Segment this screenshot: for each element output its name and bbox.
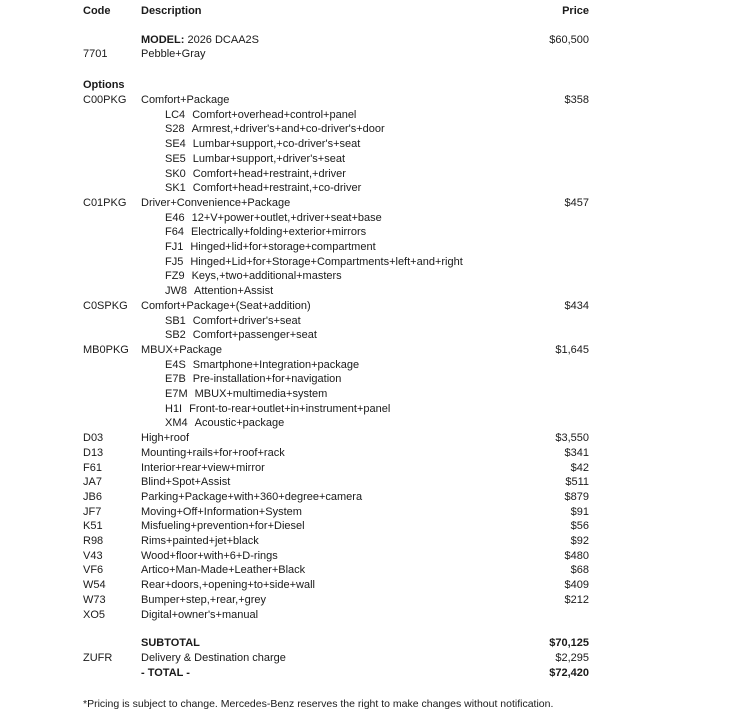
sub-item-code: E7M	[165, 388, 188, 400]
option-description: Moving+Off+Information+System	[141, 505, 302, 518]
option-code: MB0PKG	[83, 343, 129, 356]
subtotal-price: $70,125	[549, 637, 589, 649]
header-row	[0, 4, 756, 19]
sub-item-code: XM4	[165, 417, 188, 430]
sub-item-description: Hinged+Lid+for+Storage+Compartments+left+and+right	[190, 255, 463, 268]
sub-item-description: Pre-installation+for+navigation	[192, 373, 342, 386]
option-code: D13	[83, 446, 104, 459]
sub-item-code: E4S	[165, 358, 186, 371]
sub-item-row	[0, 211, 756, 226]
option-row	[0, 593, 756, 608]
sub-item-row	[0, 416, 756, 431]
sub-item-description: Front-to-rear+outlet+in+instrument+panel	[189, 402, 391, 415]
sub-item-code: SB2	[165, 329, 186, 342]
option-row	[0, 475, 756, 490]
option-code: K51	[83, 520, 103, 533]
header-description: Description	[141, 5, 202, 17]
option-price: $1,645	[555, 343, 589, 356]
option-code: R98	[83, 535, 104, 547]
sub-item-row	[0, 152, 756, 167]
sub-item-row	[0, 284, 756, 299]
sub-item-row	[0, 314, 756, 329]
sub-item-row	[0, 387, 756, 402]
option-code: JF7	[83, 505, 102, 518]
sub-item-row	[0, 255, 756, 270]
model-price: $60,500	[549, 34, 589, 46]
total-row	[0, 666, 756, 681]
option-price: $42	[570, 461, 589, 474]
option-price: $409	[564, 579, 589, 592]
option-price: $480	[564, 549, 589, 562]
paint-row	[0, 47, 756, 62]
option-code: C01PKG	[83, 196, 127, 209]
option-code: C0SPKG	[83, 299, 128, 312]
sub-item-code: JW8	[165, 285, 187, 298]
option-row	[0, 578, 756, 593]
sub-item-description: Comfort+driver's+seat	[192, 314, 301, 327]
option-description: Comfort+Package+(Seat+addition)	[141, 299, 311, 312]
sub-item-description: Attention+Assist	[194, 285, 274, 298]
sub-item-code: H1I	[165, 402, 183, 415]
option-description: Rims+painted+jet+black	[141, 535, 259, 547]
sub-item-description: Comfort+overhead+control+panel	[192, 108, 357, 121]
option-row	[0, 505, 756, 520]
sub-item-description: Comfort+head+restraint,+driver	[192, 167, 346, 180]
option-description: Interior+rear+view+mirror	[141, 461, 265, 474]
paint-code: 7701	[83, 48, 108, 60]
option-description: Misfueling+prevention+for+Diesel	[141, 520, 305, 533]
total-price: $72,420	[549, 667, 589, 679]
option-price: $434	[564, 299, 589, 312]
sub-item-code: SK1	[165, 182, 186, 195]
sub-item-code: FJ1	[165, 241, 184, 253]
option-price: $91	[570, 505, 589, 518]
options-label: Options	[83, 79, 125, 91]
sub-item-row	[0, 269, 756, 284]
option-code: JA7	[83, 476, 102, 489]
model-row	[0, 33, 756, 48]
sub-item-description: Armrest,+driver's+and+co-driver's+door	[191, 123, 385, 136]
option-description: Comfort+Package	[141, 94, 230, 106]
option-code: VF6	[83, 564, 104, 577]
destination-row	[0, 651, 756, 666]
option-description: Wood+floor+with+6+D-rings	[141, 549, 278, 562]
option-price: $68	[570, 564, 589, 577]
sub-item-code: FZ9	[165, 270, 185, 283]
sub-item-row	[0, 225, 756, 240]
option-price: $56	[570, 520, 589, 533]
sub-item-code: LC4	[165, 108, 186, 121]
destination-price: $2,295	[555, 652, 589, 664]
sub-item-description: Smartphone+Integration+package	[192, 358, 360, 371]
sub-item-row	[0, 108, 756, 123]
option-row	[0, 563, 756, 578]
option-description: Artico+Man-Made+Leather+Black	[141, 564, 306, 577]
option-code: C00PKG	[83, 94, 127, 106]
sub-item-code: E46	[165, 211, 185, 224]
option-code: JB6	[83, 490, 102, 503]
option-price: $3,550	[555, 432, 589, 445]
option-price: $511	[565, 476, 589, 489]
sub-item-description: Comfort+passenger+seat	[192, 329, 317, 342]
option-description: Digital+owner's+manual	[141, 608, 259, 621]
sub-item-description: Comfort+head+restraint,+co-driver	[192, 182, 362, 195]
option-code: XO5	[83, 608, 106, 621]
sub-item-row	[0, 328, 756, 343]
sub-item-row	[0, 240, 756, 255]
option-code: W54	[83, 579, 106, 592]
option-price: $212	[564, 593, 589, 606]
options-heading	[0, 78, 756, 93]
option-description: Mounting+rails+for+roof+rack	[141, 446, 285, 459]
option-price: $341	[564, 446, 589, 459]
header-price: Price	[562, 5, 589, 17]
sub-item-description: Lumbar+support,+co-driver's+seat	[192, 138, 361, 151]
sub-item-code: SE4	[165, 138, 186, 151]
sub-item-code: SB1	[165, 314, 186, 327]
sub-item-description: MBUX+multimedia+system	[194, 388, 328, 400]
sub-item-code: FJ5	[165, 255, 184, 268]
option-description: Driver+Convenience+Package	[141, 196, 291, 209]
total-label: - TOTAL -	[141, 667, 190, 679]
option-row	[0, 549, 756, 564]
sub-item-description: Acoustic+package	[194, 417, 285, 430]
sub-item-description: Electrically+folding+exterior+mirrors	[190, 226, 367, 239]
header-code: Code	[83, 5, 111, 17]
option-price: $358	[564, 94, 589, 106]
sub-item-row	[0, 358, 756, 373]
sub-item-row	[0, 167, 756, 182]
option-description: Blind+Spot+Assist	[141, 476, 231, 489]
sub-item-row	[0, 122, 756, 137]
option-row	[0, 490, 756, 505]
option-row	[0, 446, 756, 461]
option-row	[0, 299, 756, 314]
option-row	[0, 431, 756, 446]
option-row	[0, 608, 756, 623]
option-price: $879	[564, 490, 589, 503]
option-description: High+roof	[141, 432, 190, 445]
option-row	[0, 196, 756, 211]
sub-item-row	[0, 402, 756, 417]
option-code: D03	[83, 432, 104, 445]
sub-item-code: S28	[165, 123, 185, 136]
option-description: MBUX+Package	[141, 343, 223, 356]
sub-item-code: SE5	[165, 152, 186, 165]
model-label: MODEL:	[141, 34, 185, 46]
option-code: V43	[83, 549, 103, 562]
option-row	[0, 93, 756, 108]
option-row	[0, 519, 756, 534]
sub-item-description: 12+V+power+outlet,+driver+seat+base	[191, 211, 382, 224]
sub-item-row	[0, 137, 756, 152]
option-code: F61	[83, 461, 102, 474]
option-description: Rear+doors,+opening+to+side+wall	[141, 579, 315, 592]
sub-item-code: SK0	[165, 167, 186, 180]
model-value: 2026 DCAA2S	[187, 34, 259, 46]
option-price: $457	[564, 196, 589, 209]
option-code: W73	[83, 593, 106, 606]
sub-item-row	[0, 181, 756, 196]
option-row	[0, 343, 756, 358]
paint-description: Pebble+Gray	[141, 48, 206, 60]
destination-description: Delivery & Destination charge	[141, 652, 286, 664]
subtotal-label: SUBTOTAL	[141, 637, 200, 649]
sub-item-row	[0, 372, 756, 387]
option-row	[0, 534, 756, 549]
sub-item-description: Lumbar+support,+driver's+seat	[192, 152, 346, 165]
sub-item-description: Hinged+lid+for+storage+compartment	[190, 241, 376, 253]
option-description: Bumper+step,+rear,+grey	[141, 593, 267, 606]
option-price: $92	[570, 535, 589, 547]
footnote: *Pricing is subject to change. Mercedes-Benz reserves the right to make changes without notification.	[83, 698, 554, 710]
sub-item-code: F64	[165, 226, 184, 239]
destination-code: ZUFR	[83, 652, 113, 664]
option-row	[0, 461, 756, 476]
sub-item-code: E7B	[165, 373, 186, 386]
sub-item-description: Keys,+two+additional+masters	[191, 270, 342, 283]
option-description: Parking+Package+with+360+degree+camera	[141, 490, 363, 503]
subtotal-row	[0, 636, 756, 651]
